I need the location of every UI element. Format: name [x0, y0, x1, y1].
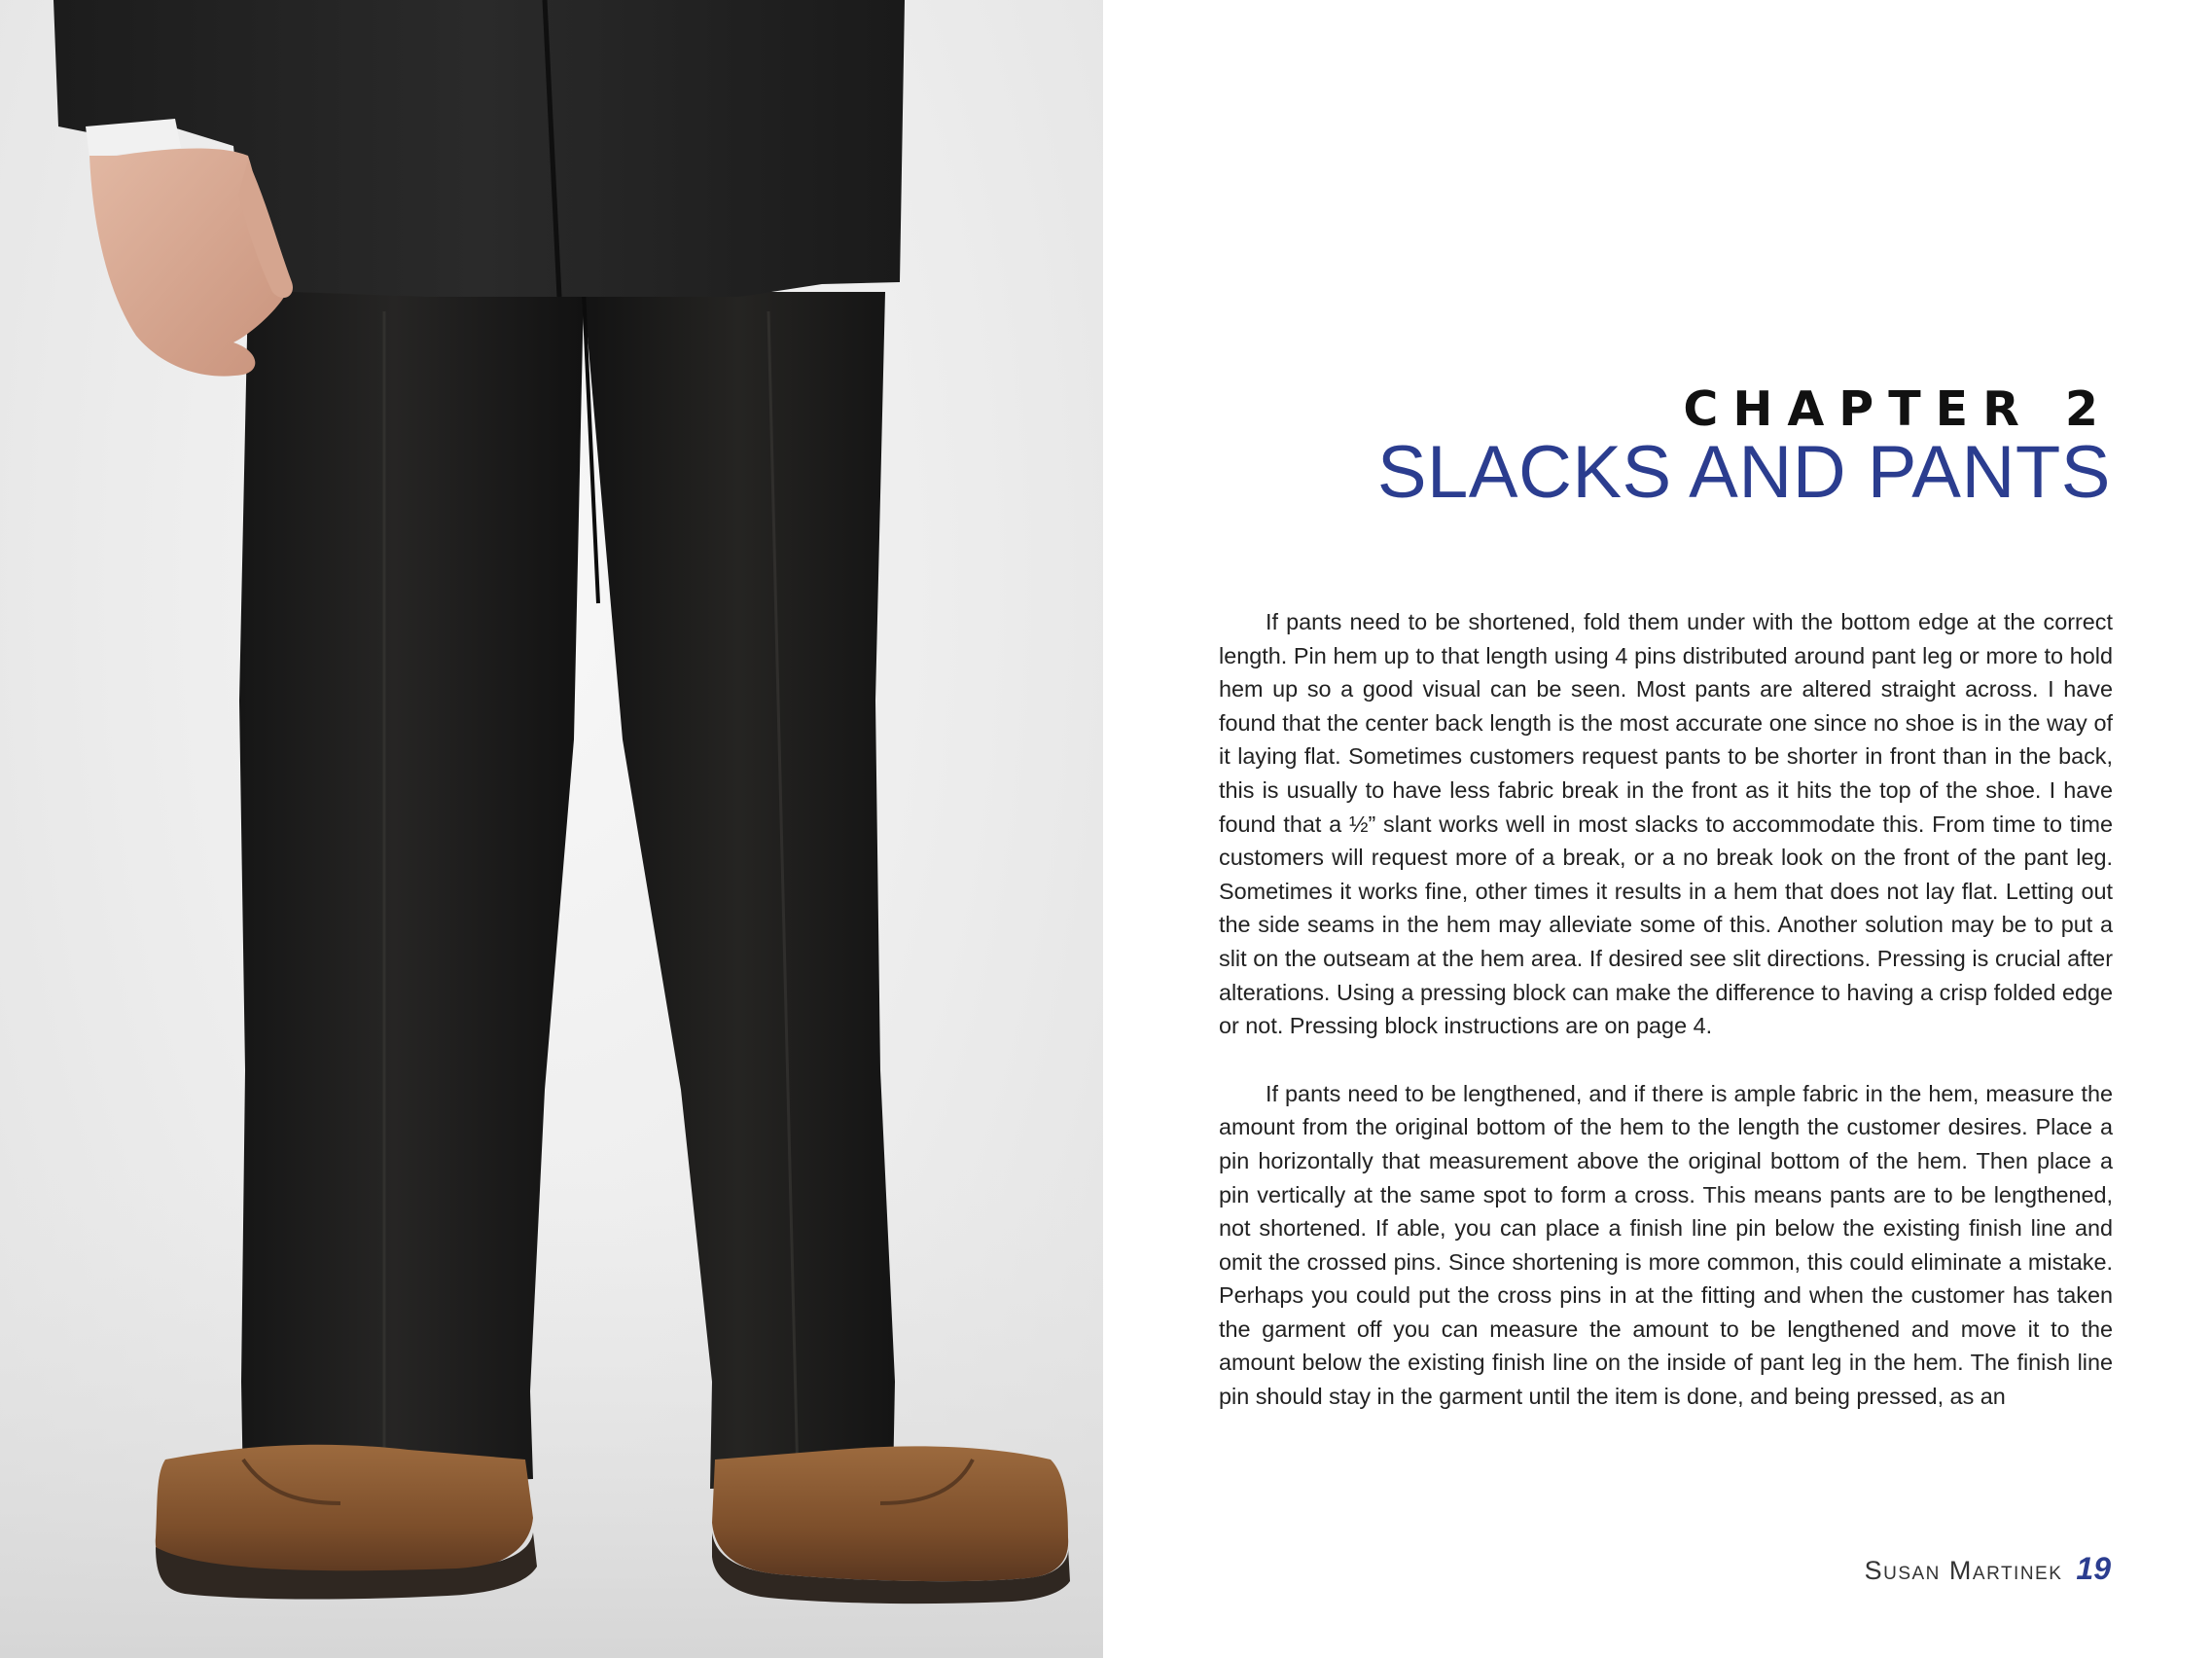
body-text [1219, 605, 2113, 1448]
page-footer [1865, 1553, 2111, 1584]
chapter-label: CHAPTER 2 [1683, 381, 2113, 437]
suit-trousers-photo [0, 0, 1103, 1658]
chapter-title: SLACKS AND PANTS [1376, 431, 2111, 514]
page-number: 19 [2076, 1551, 2111, 1586]
text-page [1103, 0, 2212, 1658]
paragraph-lengthening: If pants need to be lengthened, and if there is ample fabric in the hem, measure the amount from the original bottom of the hem to the length the customer desires. Place a pin horizontally that measurement above the original bottom of the hem. Then place a pin vertically at the same spot to form a cross. This means pants are to be lengthened, not shortened. If able, you can place a finish line pin below the existing finish line and omit the crossed pins. Since shortening is more common, this could eliminate a mistake. Perhaps you could put the cross pins in at the fitting and when the customer has taken the garment off you can measure the amount to be lengthened and move it to the amount below the existing finish line on the inside of pant leg in the hem. The finish line pin should stay in the garment until the item is done, and being pressed, as an [1219, 1080, 2113, 1410]
author-name: Susan Martinek [1864, 1556, 2063, 1585]
paragraph-shortening: If pants need to be shortened, fold them under with the bottom edge at the correct length. Pin hem up to that length using 4 pins distributed around pant leg or more to hold hem up so a good visual can be seen. Most pants are altered straight across. I have found that the center back length is the most accurate one since no shoe is in the way of it laying flat. Sometimes customers request pants to be shorter in front than in the back, this is usually to have less fabric break in the front as it hits the top of the shoe. I have found that a ½” slant works well in most slacks to accommodate this. From time to time customers will request more of a break, or a no break look on the front of the pant leg. Sometimes it works fine, other times it results in a hem that does not lay flat. Letting out the side seams in the hem may alleviate some of this. Another solution may be to put a slit on the outseam at the hem area. If desired see slit directions. Pressing is crucial after alterations. Using a pressing block can make the difference to having a crisp folded edge or not. Pressing block instructions are on page 4. [1219, 609, 2113, 1039]
